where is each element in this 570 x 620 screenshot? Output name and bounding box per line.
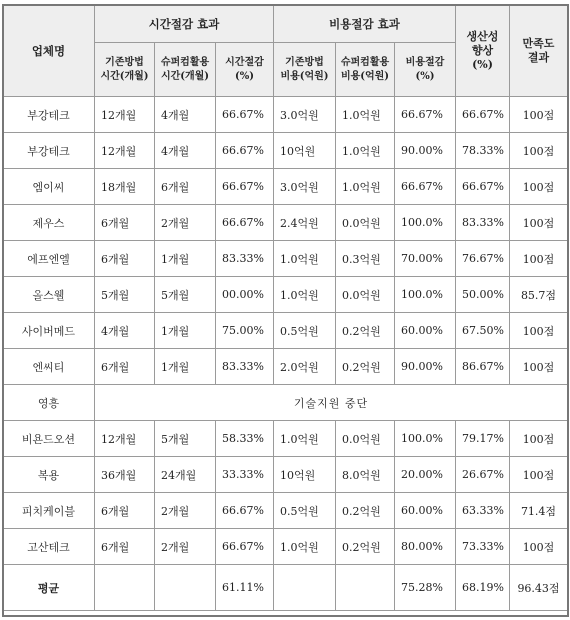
cell-cost-super: 1.0억원 (336, 133, 395, 169)
header-line: 시간(개월) (160, 70, 210, 82)
cell-productivity: 50.00% (456, 277, 510, 313)
cell-time-saving: 66.67% (216, 169, 274, 205)
cell-cost-existing: 10억원 (274, 457, 336, 493)
cell-cost-super: 1.0억원 (336, 169, 395, 205)
cell-satisfaction: 100점 (510, 313, 568, 349)
table-body-primary (3, 97, 568, 385)
cell-cost-super: 1.0억원 (336, 97, 395, 133)
group-header-cost: 비용절감 효과 (274, 5, 456, 43)
cell-average-time-saving: 61.11% (216, 565, 274, 611)
header-line: 비용절감 (405, 56, 445, 68)
cell-time-super: 2개월 (155, 493, 216, 529)
cell-time-saving: 66.67% (216, 493, 274, 529)
cell-cost-saving: 66.67% (395, 97, 456, 133)
table-row (3, 313, 568, 349)
col-header-time-existing (95, 43, 155, 97)
cell-cost-saving: 80.00% (395, 529, 456, 565)
cell-cost-existing: 1.0억원 (274, 421, 336, 457)
cell-satisfaction: 71.4점 (510, 493, 568, 529)
cell-cost-saving: 90.00% (395, 349, 456, 385)
satisfaction-line-2: 결과 (527, 50, 550, 64)
cell-time-existing: 4개월 (95, 313, 155, 349)
cell-company: 부강테크 (3, 133, 95, 169)
table-body-suspended (3, 385, 568, 421)
cell-average-cost-saving: 75.28% (395, 565, 456, 611)
cell-time-super: 1개월 (155, 313, 216, 349)
cell-company: 피치케이블 (3, 493, 95, 529)
cell-time-existing: 12개월 (95, 97, 155, 133)
cell-company: 고산테크 (3, 529, 95, 565)
results-table (2, 4, 568, 611)
cell-cost-existing: 1.0억원 (274, 277, 336, 313)
cell-cost-saving: 60.00% (395, 313, 456, 349)
col-header-productivity (456, 5, 510, 97)
col-header-time-super (155, 43, 216, 97)
cell-satisfaction: 85.7점 (510, 277, 568, 313)
cell-time-saving: 66.67% (216, 529, 274, 565)
cell-cost-saving: 66.67% (395, 169, 456, 205)
header-line: 슈퍼컴활용 (160, 56, 210, 68)
cell-time-existing: 5개월 (95, 277, 155, 313)
cell-empty (95, 565, 155, 611)
cell-company: 엠이씨 (3, 169, 95, 205)
cell-cost-super: 0.2억원 (336, 493, 395, 529)
cell-productivity: 66.67% (456, 97, 510, 133)
cell-productivity: 86.67% (456, 349, 510, 385)
header-line: (%) (235, 70, 254, 82)
cell-time-super: 5개월 (155, 421, 216, 457)
table-row (3, 97, 568, 133)
cell-time-saving: 83.33% (216, 349, 274, 385)
table-row-average (3, 565, 568, 611)
cell-company: 올스웰 (3, 277, 95, 313)
cell-cost-existing: 1.0억원 (274, 529, 336, 565)
cell-cost-super: 0.2억원 (336, 529, 395, 565)
cell-suspended-note: 기술지원 중단 (95, 385, 568, 421)
cell-cost-existing: 1.0억원 (274, 241, 336, 277)
cell-cost-existing: 3.0억원 (274, 169, 336, 205)
cell-satisfaction: 100점 (510, 133, 568, 169)
cell-time-saving: 66.67% (216, 205, 274, 241)
cell-company: 에프엔엘 (3, 241, 95, 277)
cell-time-existing: 12개월 (95, 421, 155, 457)
cell-time-super: 1개월 (155, 241, 216, 277)
cell-average-label: 평균 (3, 565, 95, 611)
cell-time-super: 4개월 (155, 133, 216, 169)
cell-time-existing: 6개월 (95, 205, 155, 241)
table-row (3, 457, 568, 493)
cell-cost-super: 8.0억원 (336, 457, 395, 493)
cell-satisfaction: 100점 (510, 421, 568, 457)
cell-time-existing: 6개월 (95, 349, 155, 385)
table-row (3, 169, 568, 205)
cell-cost-existing: 3.0억원 (274, 97, 336, 133)
cell-satisfaction: 100점 (510, 205, 568, 241)
cell-time-existing: 18개월 (95, 169, 155, 205)
group-header-time: 시간절감 효과 (95, 5, 274, 43)
table-row (3, 277, 568, 313)
cell-time-saving: 83.33% (216, 241, 274, 277)
satisfaction-line-1: 만족도 (522, 36, 555, 50)
productivity-line-1: 생산성 (466, 29, 499, 43)
cell-productivity: 78.33% (456, 133, 510, 169)
cell-cost-existing: 10억원 (274, 133, 336, 169)
cell-cost-super: 0.2억원 (336, 349, 395, 385)
col-header-cost-saving (395, 43, 456, 97)
cell-cost-super: 0.0억원 (336, 205, 395, 241)
cell-cost-super: 0.3억원 (336, 241, 395, 277)
cell-time-super: 4개월 (155, 97, 216, 133)
cell-time-saving: 75.00% (216, 313, 274, 349)
cell-company: 복용 (3, 457, 95, 493)
cell-satisfaction: 100점 (510, 349, 568, 385)
cell-productivity: 73.33% (456, 529, 510, 565)
cell-productivity: 83.33% (456, 205, 510, 241)
cell-cost-saving: 100.0% (395, 277, 456, 313)
cell-satisfaction: 100점 (510, 457, 568, 493)
cell-average-satisfaction: 96.43점 (510, 565, 568, 611)
cell-time-super: 1개월 (155, 349, 216, 385)
cell-cost-super: 0.2억원 (336, 313, 395, 349)
cell-company: 부강테크 (3, 97, 95, 133)
cell-time-existing: 6개월 (95, 493, 155, 529)
cell-time-existing: 6개월 (95, 529, 155, 565)
col-header-cost-existing (274, 43, 336, 97)
cell-company: 제우스 (3, 205, 95, 241)
cell-cost-existing: 0.5억원 (274, 313, 336, 349)
cell-productivity: 66.67% (456, 169, 510, 205)
cell-empty (336, 565, 395, 611)
cell-satisfaction: 100점 (510, 241, 568, 277)
cell-productivity: 67.50% (456, 313, 510, 349)
cell-empty (274, 565, 336, 611)
table-row (3, 493, 568, 529)
cell-cost-existing: 2.4억원 (274, 205, 336, 241)
cell-productivity: 79.17% (456, 421, 510, 457)
cell-time-existing: 36개월 (95, 457, 155, 493)
cell-satisfaction: 100점 (510, 169, 568, 205)
cell-time-super: 24개월 (155, 457, 216, 493)
cell-cost-saving: 100.0% (395, 205, 456, 241)
col-header-cost-super (336, 43, 395, 97)
cell-cost-super: 0.0억원 (336, 421, 395, 457)
cell-productivity: 76.67% (456, 241, 510, 277)
header-line: 시간절감 (225, 56, 264, 68)
cell-time-saving: 58.33% (216, 421, 274, 457)
table-row (3, 529, 568, 565)
cell-cost-super: 0.0억원 (336, 277, 395, 313)
cell-cost-saving: 90.00% (395, 133, 456, 169)
cell-time-super: 2개월 (155, 205, 216, 241)
cell-average-productivity: 68.19% (456, 565, 510, 611)
table-row-suspended (3, 385, 568, 421)
table-row (3, 133, 568, 169)
cell-time-saving: 33.33% (216, 457, 274, 493)
header-line: 슈퍼컴활용 (340, 56, 390, 68)
col-header-satisfaction (510, 5, 568, 97)
header-line: 비용(억원) (340, 70, 390, 82)
cell-empty (155, 565, 216, 611)
cell-company: 비욘드오션 (3, 421, 95, 457)
cell-cost-saving: 100.0% (395, 421, 456, 457)
table-body-secondary (3, 421, 568, 565)
cell-company: 사이버메드 (3, 313, 95, 349)
table-row (3, 205, 568, 241)
cell-cost-saving: 60.00% (395, 493, 456, 529)
cell-time-saving: 66.67% (216, 97, 274, 133)
cell-cost-saving: 70.00% (395, 241, 456, 277)
header-line: (%) (415, 70, 435, 82)
header-line: 비용(억원) (280, 70, 329, 82)
cell-company: 영흥 (3, 385, 95, 421)
cell-time-super: 2개월 (155, 529, 216, 565)
productivity-line-3: (%) (472, 57, 493, 71)
table-row (3, 421, 568, 457)
cell-satisfaction: 100점 (510, 529, 568, 565)
cell-satisfaction: 100점 (510, 97, 568, 133)
cell-time-saving: 00.00% (216, 277, 274, 313)
header-line: 기존방법 (285, 56, 324, 68)
cell-time-saving: 66.67% (216, 133, 274, 169)
table-row (3, 349, 568, 385)
table-row (3, 241, 568, 277)
productivity-line-2: 향상 (471, 43, 494, 57)
cell-productivity: 26.67% (456, 457, 510, 493)
cell-company: 엔씨티 (3, 349, 95, 385)
cell-time-super: 6개월 (155, 169, 216, 205)
cell-time-existing: 6개월 (95, 241, 155, 277)
cell-time-super: 5개월 (155, 277, 216, 313)
cell-cost-saving: 20.00% (395, 457, 456, 493)
col-header-company: 업체명 (3, 5, 95, 97)
header-line: 기존방법 (105, 56, 144, 68)
header-line: 시간(개월) (100, 70, 149, 82)
cell-cost-existing: 2.0억원 (274, 349, 336, 385)
cell-productivity: 63.33% (456, 493, 510, 529)
cell-cost-existing: 0.5억원 (274, 493, 336, 529)
col-header-time-saving (216, 43, 274, 97)
cell-time-existing: 12개월 (95, 133, 155, 169)
